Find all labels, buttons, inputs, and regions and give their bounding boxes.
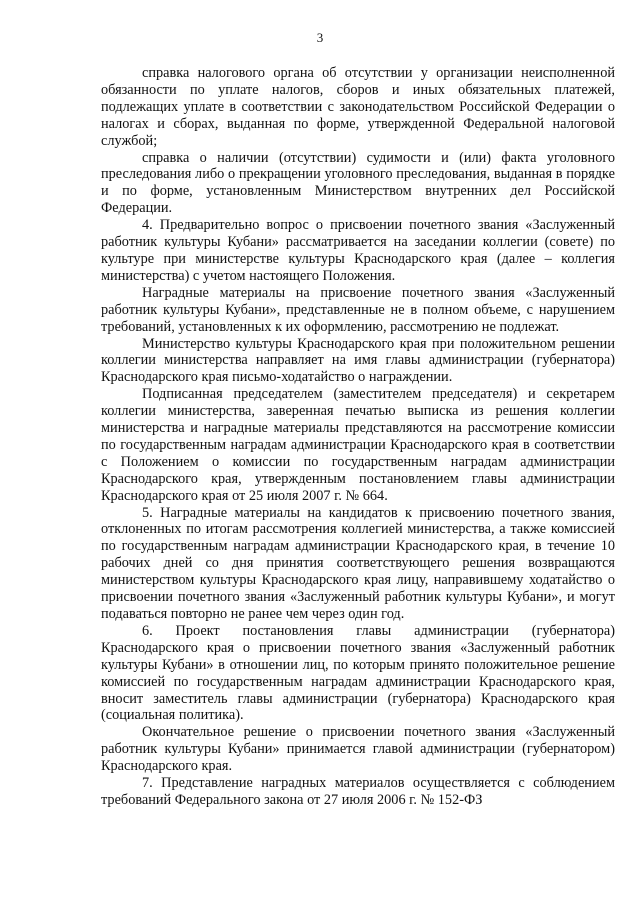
paragraph-tax-certificate: справка налогового органа об отсутствии у организации неисполненной обязанности по уплате налогов, сборов и иных обязательных платежей, подлежащих уплате в соответствии с законодательством Российской Федерации о налогах и сборах, выданная по форме, утвержденной Федеральной налоговой службой;	[101, 65, 615, 149]
page-number: 3	[316, 30, 324, 45]
paragraph-item-7: 7. Представление наградных материалов осуществляется с соблюдением требований Федерального закона от 27 июля 2006 г. № 152-ФЗ	[101, 775, 615, 808]
paragraph-item-5: 5. Наградные материалы на кандидатов к присвоению почетного звания, отклоненных по итогам рассмотрения коллегией министерства, а также комиссией по государственным наградам администрации Краснодарского края, в течение 10 рабочих дней со дня принятия соответствующего решения возвращаются министерством культуры Краснодарского края лицу, направившему ходатайство о присвоении почетного звания «Заслуженный работник культуры Кубани», и могут подаваться повторно не ранее чем через один год.	[101, 504, 615, 622]
paragraph-incomplete-materials: Наградные материалы на присвоение почетного звания «Заслуженный работник культуры Кубани», представленные не в полном объеме, с нарушением требований, установленных к их оформлению, рассмотрению не подлежат.	[101, 284, 615, 335]
paragraph-ministry-petition: Министерство культуры Краснодарского края при положительном решении коллегии министерства направляет на имя главы администрации (губернатора) Краснодарского края письмо-ходатайство о награждении.	[101, 335, 615, 386]
paragraph-collegium-extract: Подписанная председателем (заместителем председателя) и секретарем коллегии министерства, заверенная печатью выписка из решения коллегии министерства и наградные материалы представляются на рассмотрение комиссии по государственным наградам администрации Краснодарского края в соответствии с Положением о комиссии по государственным наградам администрации Краснодарского края, утвержденным постановлением главы администрации Краснодарского края от 25 июля 2007 г. № 664.	[101, 386, 615, 504]
document-body	[101, 65, 615, 809]
paragraph-item-4: 4. Предварительно вопрос о присвоении почетного звания «Заслуженный работник культуры Кубани» рассматривается на заседании коллегии (совете) по культуре при министерстве культуры Краснодарского края (далее – коллегия министерства) с учетом настоящего Положения.	[101, 217, 615, 284]
paragraph-criminal-record-certificate: справка о наличии (отсутствии) судимости и (или) факта уголовного преследования либо о прекращении уголовного преследования, выданная в порядке и по форме, установленным Министерством внутренних дел Российской Федерации.	[101, 149, 615, 217]
paragraph-final-decision: Окончательное решение о присвоении почетного звания «Заслуженный работник культуры Кубани» принимается главой администрации (губернатором) Краснодарского края.	[101, 724, 615, 775]
paragraph-item-6: 6. Проект постановления главы администрации (губернатора) Краснодарского края о присвоении почетного звания «Заслуженный работник культуры Кубани» в отношении лиц, по которым принято положительное решение комиссией по государственным наградам администрации Краснодарского края, вносит заместитель главы администрации (губернатора) Краснодарского края (социальная политика).	[101, 622, 615, 724]
